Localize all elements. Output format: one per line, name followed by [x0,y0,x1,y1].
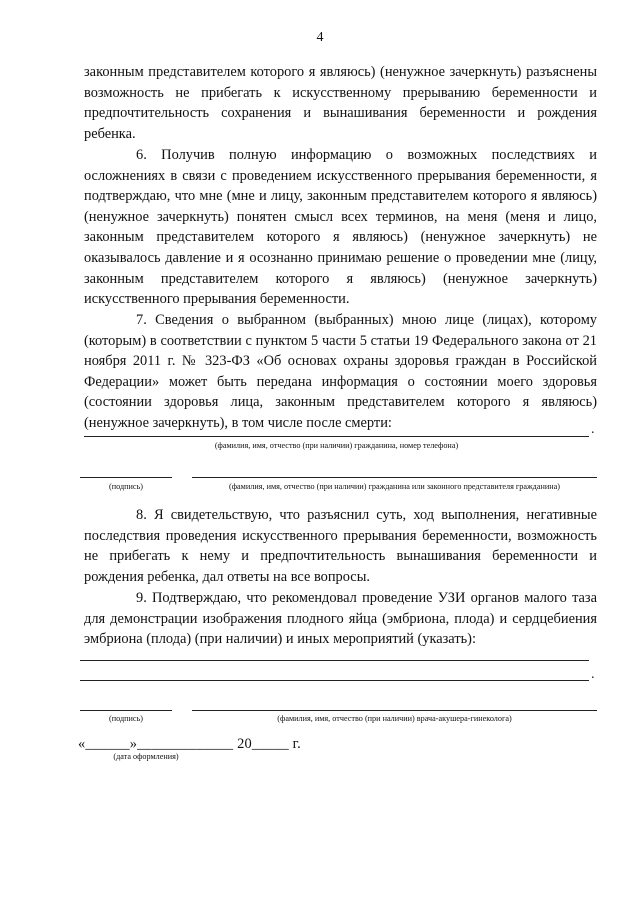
paragraph-7 [84,310,597,434]
paragraph-6 [84,145,597,310]
other-measures-line-2[interactable] [80,680,589,681]
doctor-name-line[interactable] [192,710,597,711]
doctor-signature-line[interactable] [80,710,172,711]
paragraph-5-continuation [84,62,597,144]
other-measures-line-1[interactable] [80,660,589,661]
paragraph-5-text: законным представителем которого я являюсь) (ненужное зачеркнуть) разъяснены возможность не прибегать к искусственному прерыванию беременности и предпочтительность сохранения и вынашивания беременности и рождения ребенка. [84,64,597,142]
line-period: . [591,422,595,437]
contact-person-line[interactable] [84,436,589,437]
paragraph-8-text: 8. Я свидетельствую, что разъяснил суть, ход выполнения, негативные последствия проведения искусственного прерывания беременности, возможность не прибегать к нему и предпочтительность вынашивания беременности и рождения ребенка, дал ответы на все вопросы. [84,507,597,585]
doctor-name-caption: (фамилия, имя, отчество (при наличии) врача-акушера-гинеколога) [277,714,512,723]
paragraph-8 [84,505,597,587]
paragraph-9-text: 9. Подтверждаю, что рекомендовал проведение УЗИ органов малого таза для демонстрации изображения плодного яйца (эмбриона, плода) и сердцебиения эмбриона (плода) (при наличии) и иных мероприятий (указать): [84,590,597,648]
page-number: 4 [316,30,324,45]
paragraph-7-text: 7. Сведения о выбранном (выбранных) мною лице (лицах), которому (которым) в соответствии с пунктом 5 части 5 статьи 19 Федерального закона от 21 ноября 2011 г. № 323-ФЗ «Об основах охраны здоровья граждан в Российской Федерации» может быть передана информация о состоянии моего здоровья (состоянии здоровья лица, законным представителем которого я являюсь) (ненужное зачеркнуть), в том числе после смерти: [84,312,597,431]
contact-person-caption: (фамилия, имя, отчество (при наличии) гражданина, номер телефона) [214,441,459,450]
patient-name-line[interactable] [192,477,597,478]
paragraph-9 [84,588,597,650]
patient-name-caption: (фамилия, имя, отчество (при наличии) гражданина или законного представителя гражданина) [229,482,560,491]
paragraph-6-text: 6. Получив полную информацию о возможных последствиях и осложнениях в связи с проведением искусственного прерывания беременности, я подтверждаю, что мне (мне и лицу, законным представителем которого я являюсь) (ненужное зачеркнуть) понятен смысл всех терминов, на меня (меня и лицо, законным представителем которого я являюсь) (ненужное зачеркнуть) не оказывалось давление и я осознанно принимаю решение о проведении мне (лицу, законным представителем которого я являюсь) (ненужное зачеркнуть) искусственного прерывания беременности. [84,147,597,308]
patient-signature-line[interactable] [80,477,172,478]
date-field[interactable]: «______»_____________ 20_____ г. [78,736,301,752]
line-period: . [591,667,595,682]
date-caption: (дата оформления) [113,752,179,761]
doctor-signature-caption: (подпись) [109,714,143,723]
patient-signature-caption: (подпись) [109,482,143,491]
